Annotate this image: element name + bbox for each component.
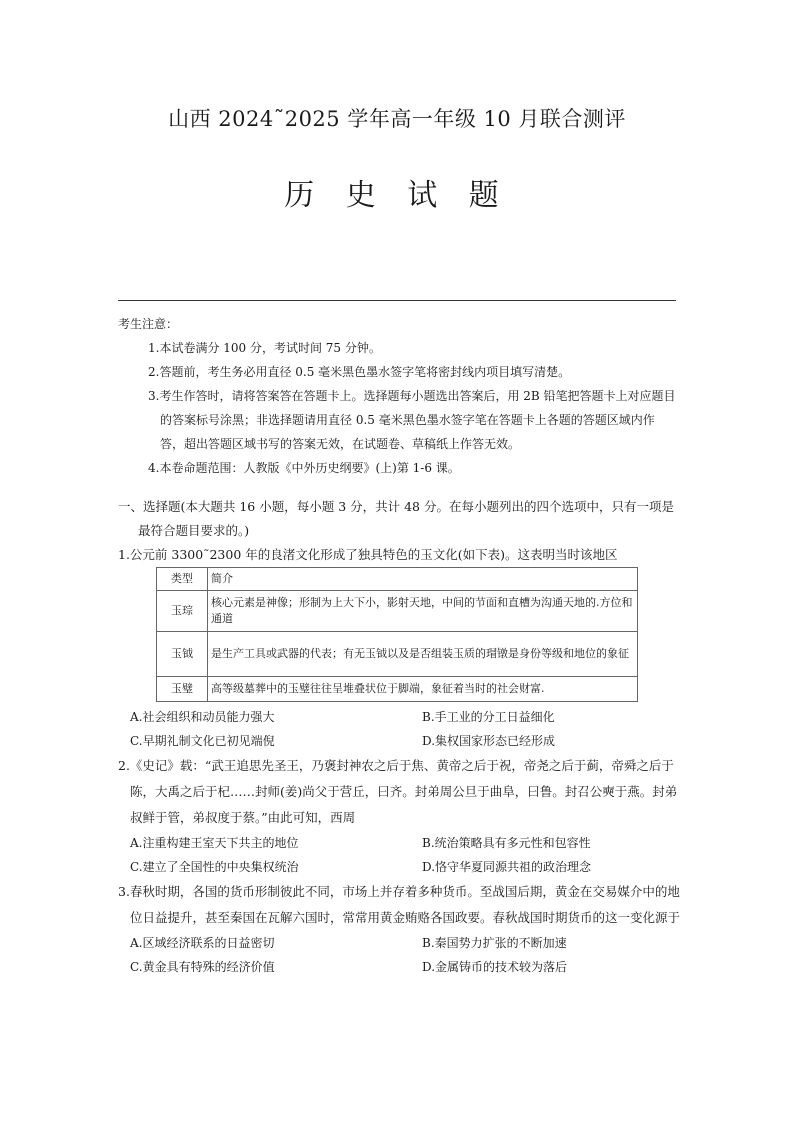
option-b: B.统治策略具有多元性和包容性: [422, 836, 591, 850]
subject-title: 历 史 试 题: [284, 178, 510, 213]
option-b: B.手工业的分工日益细化: [422, 710, 555, 724]
table-cell: 核心元素是神像；形制为上大下小，影射天地，中间的节面和直槽为沟通天地的.方位和通道: [208, 591, 638, 632]
notice-item: 3.考生作答时，请将答案答在答题卡上。选择题每小题选出答案后，用 2B 铅笔把答题卡上对应题目的答案标号涂黑；非选择题请用直径 0.5 毫米黑色墨水签字笔在答题卡上各题的答题区域内作答，超出答题区域书写的答案无效，在试题卷、草稿纸上作答无效。: [148, 389, 676, 451]
option-b: B.秦国势力扩张的不断加速: [422, 936, 567, 950]
option-c: C.黄金具有特殊的经济价值: [130, 960, 275, 974]
table-row: [157, 677, 638, 702]
table-cell: 玉璧: [157, 677, 208, 702]
notice-item: 2.答题前，考生务必用直径 0.5 毫米黑色墨水签字笔将密封线内项目填写清楚。: [148, 365, 571, 379]
notice-item: 1.本试卷满分 100 分，考试时间 75 分钟。: [148, 341, 381, 355]
question-2: [118, 753, 680, 879]
question-stem: 1.公元前 3300˜2300 年的良渚文化形成了独具特色的玉文化(如下表)。这表明当时该地区: [118, 547, 618, 562]
option-c: C.建立了全国性的中央集权统治: [130, 860, 299, 874]
table-row: [157, 632, 638, 677]
header-divider: [118, 300, 676, 301]
exam-title: 山西 2024˜2025 学年高一年级 10 月联合测评: [168, 107, 626, 131]
table-cell: 玉琮: [157, 591, 208, 632]
option-a: A.社会组织和动员能力强大: [130, 710, 275, 724]
option-d: D.金属铸币的技术较为落后: [422, 960, 568, 974]
jade-culture-table: [156, 567, 638, 702]
multiple-choice-section: [118, 495, 680, 979]
table-header-cell: 类型: [157, 568, 208, 591]
table-cell: 玉钺: [157, 632, 208, 677]
option-a: A.注重构建王室天下共主的地位: [130, 836, 299, 850]
table-cell: 高等级墓葬中的玉璧往往呈堆叠状位于脚端，象征着当时的社会财富.: [208, 677, 638, 702]
option-d: D.恪守华夏同源共祖的政治理念: [422, 860, 592, 874]
table-row: [157, 591, 638, 632]
option-a: A.区域经济联系的日益密切: [130, 936, 275, 950]
question-stem: 3.春秋时期，各国的货币形制彼此不同，市场上并存着多种货币。至战国后期，黄金在交易媒介中的地位日益提升，甚至秦国在瓦解六国时，常常用黄金贿赂各国政要。春秋战国时期货币的这一变化源于: [118, 884, 681, 925]
question-stem: 2.《史记》载：“武王追思先圣王，乃褒封神农之后于焦、黄帝之后于祝，帝尧之后于蓟，帝舜之后于陈，大禹之后于杞……封师(姜)尚父于营丘，曰齐。封弟周公旦于曲阜，曰鲁。封召公奭于燕。封弟叔鲜于管，弟叔度于蔡。”由此可知，西周: [118, 758, 678, 825]
notice-list: [118, 336, 678, 480]
table-cell: 是生产工具或武器的代表；有无玉钺以及是否组装玉质的瑁镦是身份等级和地位的象征: [208, 632, 638, 677]
candidate-notice: [118, 312, 678, 480]
section-heading: 一、选择题(本大题共 16 小题，每小题 3 分，共计 48 分。在每小题列出的四个选项中，只有一项是最符合题目要求的。): [118, 499, 674, 538]
notice-item: 4.本卷命题范围：人教版《中外历史纲要》(上)第 1-6 课。: [148, 461, 460, 475]
table-header-cell: 简介: [208, 568, 638, 591]
table-header-row: [157, 568, 638, 591]
answer-options: [118, 931, 680, 979]
question-3: [118, 879, 680, 979]
option-c: C.早期礼制文化已初见端倪: [130, 734, 275, 748]
answer-options: [118, 705, 680, 753]
notice-heading: 考生注意：: [118, 317, 179, 331]
option-d: D.集权国家形态已经形成: [422, 734, 556, 748]
question-1: [118, 543, 680, 753]
answer-options: [118, 831, 680, 879]
